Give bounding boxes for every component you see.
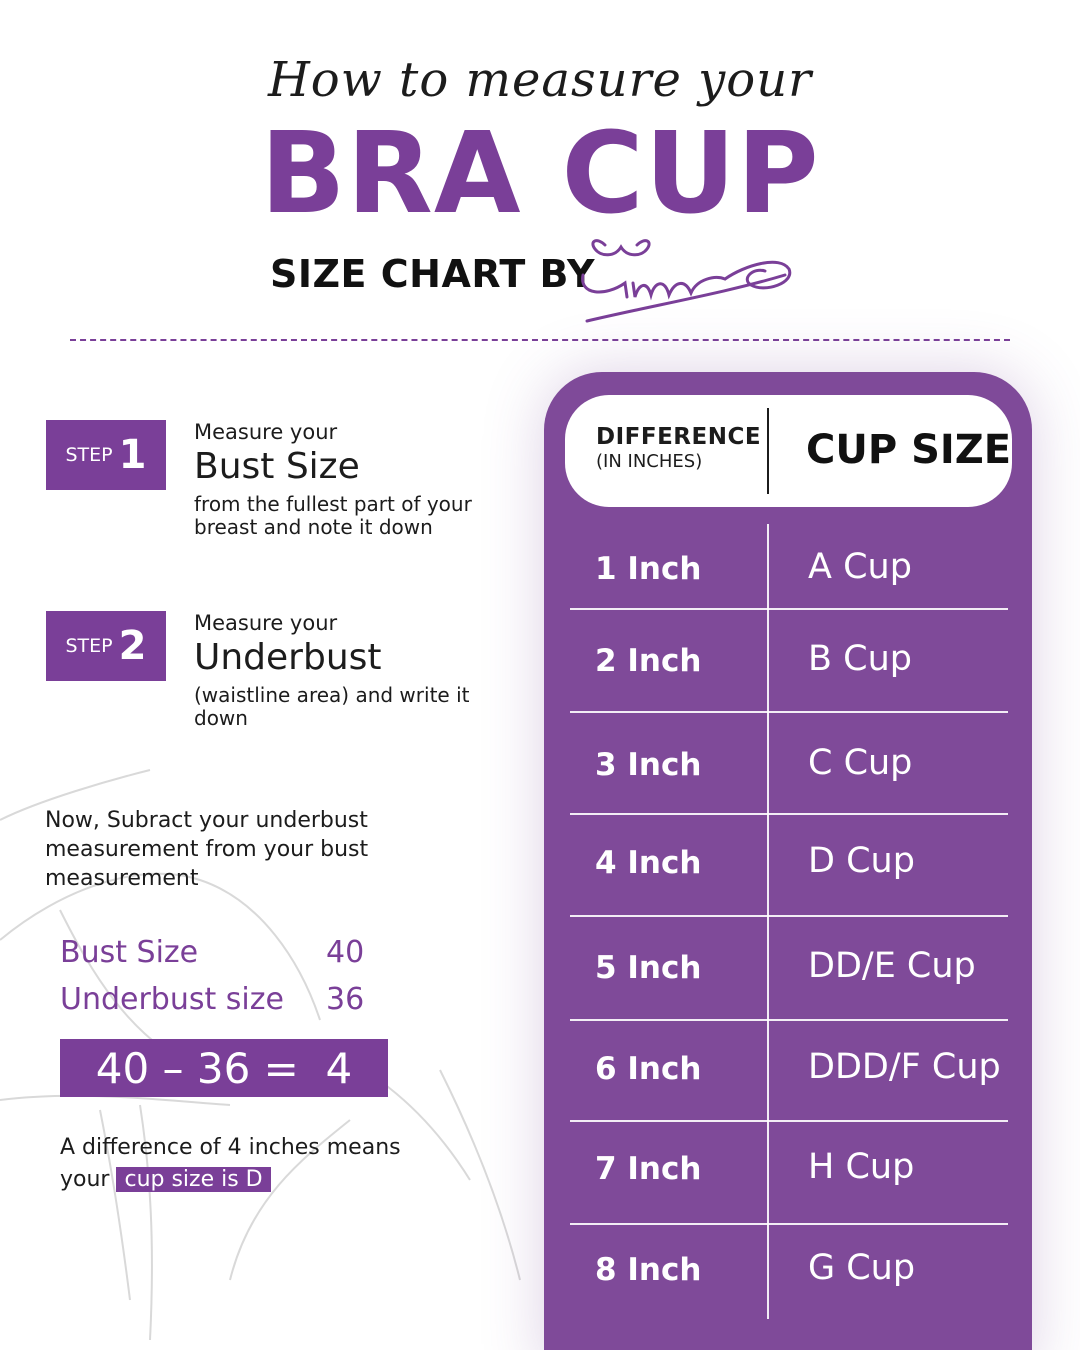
underbust-label: Underbust size [60,982,284,1017]
row-difference: 8 Inch [595,1252,702,1288]
step-heading: Bust Size [194,446,360,487]
result-sentence: A difference of 4 inches means your [60,1135,401,1192]
row-difference: 7 Inch [595,1151,702,1187]
bust-size-value: 40 [326,935,365,970]
row-divider [570,1223,1008,1225]
step-badge [46,611,166,681]
step-intro: Measure your [194,611,338,635]
header-difference-unit: (IN INCHES) [596,451,703,472]
row-divider [570,1019,1008,1021]
row-cup-size: D Cup [808,841,915,881]
row-cup-size: DDD/F Cup [808,1047,1001,1087]
row-difference: 1 Inch [595,551,702,587]
step-number: 2 [118,623,147,669]
step-word: STEP [65,444,113,466]
step-number: 1 [118,432,147,478]
header-difference [596,424,761,472]
row-difference: 6 Inch [595,1051,702,1087]
underbust-row [60,982,365,1017]
page-title: BRA CUP [260,109,820,239]
step-badge [46,420,166,490]
step-word: STEP [65,635,113,657]
row-cup-size: B Cup [808,639,912,679]
result-text [60,1132,440,1196]
column-divider [767,524,769,1319]
header-separator [767,408,769,494]
row-difference: 2 Inch [595,643,702,679]
row-divider [570,915,1008,917]
brand-logo [575,235,800,325]
step-heading: Underbust [194,637,382,678]
header-difference-label: DIFFERENCE [596,424,762,450]
result-highlight: cup size is D [116,1167,270,1192]
equation-box [60,1039,388,1097]
dashed-divider [70,339,1010,341]
subtract-instruction: Now, Subract your underbust measurement from your bust measurement [45,808,369,892]
row-divider [570,608,1008,610]
bust-size-row [60,935,365,970]
header-cup-size: CUP SIZE [806,427,1012,473]
equation-text: 40 – 36 = 4 [95,1043,353,1093]
step-intro: Measure your [194,420,338,444]
row-divider [570,813,1008,815]
row-divider [570,1120,1008,1122]
row-cup-size: H Cup [808,1147,915,1187]
script-heading: How to measure your [267,52,813,108]
row-difference: 4 Inch [595,845,702,881]
row-cup-size: A Cup [808,547,912,587]
bust-size-label: Bust Size [60,935,199,970]
row-difference: 5 Inch [595,950,702,986]
step-description: from the fullest part of your breast and note it down [194,492,472,539]
step-description: (waistline area) and write it down [194,683,470,730]
row-difference: 3 Inch [595,747,702,783]
row-cup-size: DD/E Cup [808,946,976,986]
page-subtitle: SIZE CHART BY [270,252,595,296]
underbust-value: 36 [326,982,365,1017]
row-cup-size: C Cup [808,743,913,783]
row-divider [570,711,1008,713]
row-cup-size: G Cup [808,1248,916,1288]
